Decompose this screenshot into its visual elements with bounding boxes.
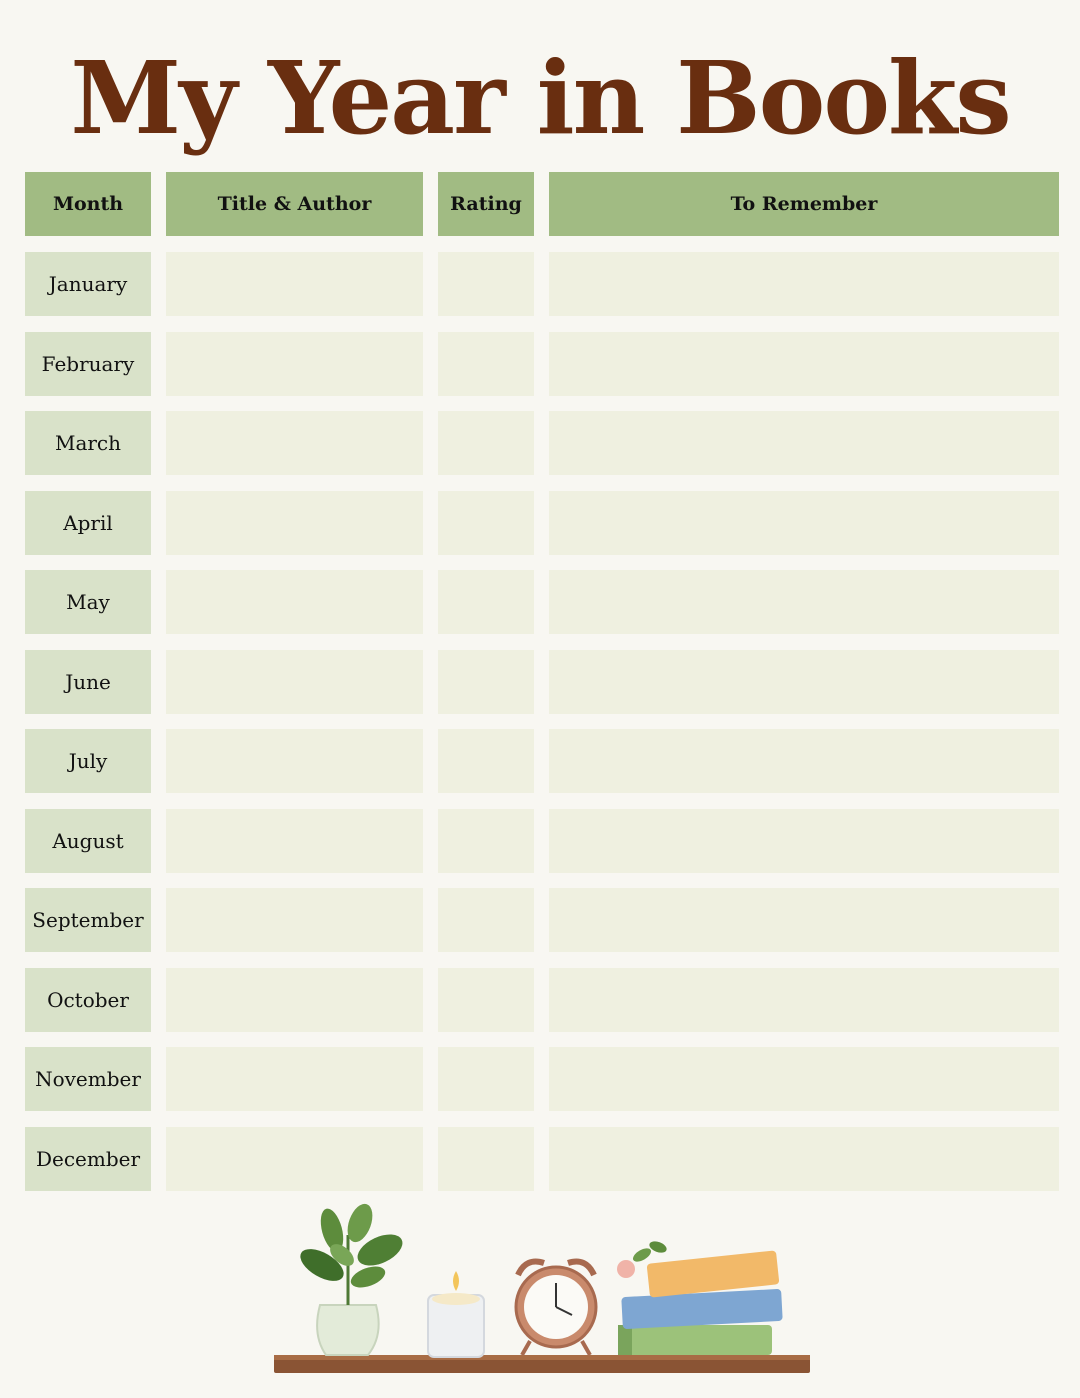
to-remember-cell[interactable] bbox=[549, 570, 1059, 634]
month-label: September bbox=[25, 888, 151, 952]
rating-cell[interactable] bbox=[438, 650, 534, 714]
to-remember-cell[interactable] bbox=[549, 332, 1059, 396]
title-author-cell[interactable] bbox=[166, 809, 423, 873]
title-author-cell[interactable] bbox=[166, 1047, 423, 1111]
rating-cell[interactable] bbox=[438, 888, 534, 952]
header-rating: Rating bbox=[438, 172, 534, 236]
rating-cell[interactable] bbox=[438, 252, 534, 316]
title-author-cell[interactable] bbox=[166, 888, 423, 952]
title-author-cell[interactable] bbox=[166, 1127, 423, 1191]
to-remember-cell[interactable] bbox=[549, 650, 1059, 714]
month-label: March bbox=[25, 411, 151, 475]
rating-cell[interactable] bbox=[438, 411, 534, 475]
rating-cell[interactable] bbox=[438, 1127, 534, 1191]
to-remember-cell[interactable] bbox=[549, 729, 1059, 793]
title-author-cell[interactable] bbox=[166, 491, 423, 555]
to-remember-cell[interactable] bbox=[549, 1047, 1059, 1111]
to-remember-cell[interactable] bbox=[549, 1127, 1059, 1191]
month-label: May bbox=[25, 570, 151, 634]
to-remember-cell[interactable] bbox=[549, 252, 1059, 316]
header-to-remember: To Remember bbox=[549, 172, 1059, 236]
rating-cell[interactable] bbox=[438, 968, 534, 1032]
month-label: August bbox=[25, 809, 151, 873]
candle-icon bbox=[428, 1271, 484, 1357]
title-author-cell[interactable] bbox=[166, 332, 423, 396]
alarm-clock-icon bbox=[516, 1262, 596, 1356]
rating-cell[interactable] bbox=[438, 729, 534, 793]
month-label: January bbox=[25, 252, 151, 316]
month-label: December bbox=[25, 1127, 151, 1191]
potted-plant-icon bbox=[295, 1200, 407, 1355]
rating-cell[interactable] bbox=[438, 332, 534, 396]
month-label: November bbox=[25, 1047, 151, 1111]
month-label: April bbox=[25, 491, 151, 555]
wooden-shelf-icon bbox=[274, 1355, 810, 1373]
to-remember-cell[interactable] bbox=[549, 411, 1059, 475]
month-label: July bbox=[25, 729, 151, 793]
to-remember-cell[interactable] bbox=[549, 888, 1059, 952]
rating-cell[interactable] bbox=[438, 809, 534, 873]
header-title-author: Title & Author bbox=[166, 172, 423, 236]
to-remember-cell[interactable] bbox=[549, 809, 1059, 873]
rating-cell[interactable] bbox=[438, 491, 534, 555]
shelf-decoration bbox=[260, 1195, 820, 1385]
to-remember-cell[interactable] bbox=[549, 491, 1059, 555]
title-author-cell[interactable] bbox=[166, 570, 423, 634]
month-label: October bbox=[25, 968, 151, 1032]
title-author-cell[interactable] bbox=[166, 252, 423, 316]
page-title: My Year in Books bbox=[70, 39, 1010, 157]
title-author-cell[interactable] bbox=[166, 968, 423, 1032]
title-author-cell[interactable] bbox=[166, 729, 423, 793]
header-month: Month bbox=[25, 172, 151, 236]
title-author-cell[interactable] bbox=[166, 411, 423, 475]
rating-cell[interactable] bbox=[438, 1047, 534, 1111]
rating-cell[interactable] bbox=[438, 570, 534, 634]
book-stack-icon bbox=[617, 1239, 783, 1355]
month-label: June bbox=[25, 650, 151, 714]
to-remember-cell[interactable] bbox=[549, 968, 1059, 1032]
month-label: February bbox=[25, 332, 151, 396]
title-author-cell[interactable] bbox=[166, 650, 423, 714]
